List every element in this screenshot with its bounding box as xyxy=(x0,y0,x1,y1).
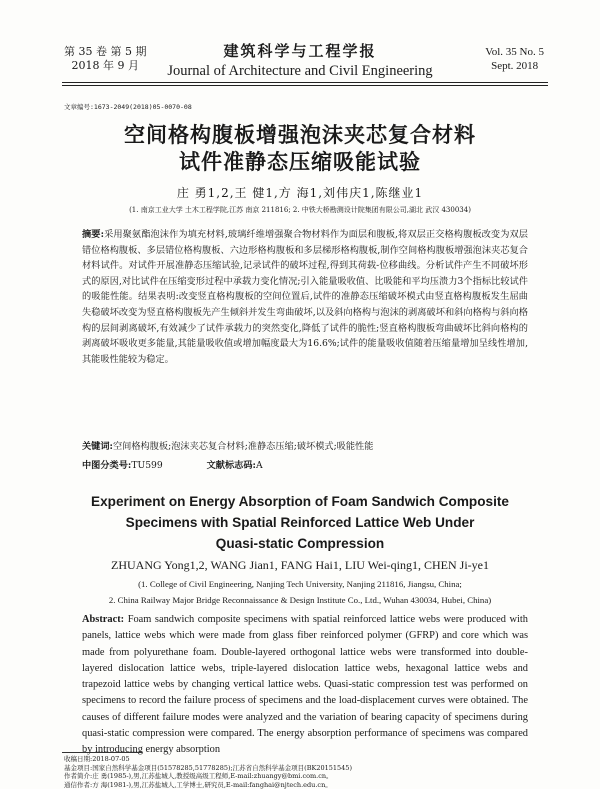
abstract-en-label: Abstract: xyxy=(82,614,124,625)
header-volume-en xyxy=(485,45,544,73)
footnotes xyxy=(64,755,352,789)
title-cn-line-1: 空间格构腹板增强泡沫夹芯复合材料 xyxy=(0,121,600,148)
title-en-line-1: Experiment on Energy Absorption of Foam Sandwich Composite xyxy=(0,491,600,512)
affiliation-en-2: 2. China Railway Major Bridge Reconnaissance & Design Institute Co., Ltd., Wuhan 430034, Hubei, China) xyxy=(0,595,600,605)
clc-value: TU599 xyxy=(131,460,162,471)
keywords-cn-label: 关键词: xyxy=(82,441,113,452)
header-rule-thin xyxy=(62,85,548,86)
keywords-cn-text: 空间格构腹板;泡沫夹芯复合材料;准静态压缩;破坏模式;吸能性能 xyxy=(113,441,373,452)
date-en: Sept. 2018 xyxy=(485,59,544,73)
abstract-cn-text: 采用聚氨酯泡沫作为填充材料,玻璃纤维增强聚合物材料作为面层和腹板,将双层正交格构腹板改变为双层错位格构腹板、多层错位格构腹板、六边形格构腹板和多层梯形格构腹板,制作空间格构腹板增强泡沫夹芯复合材料试件。对试件开展准静态压缩试验,记录试件的破坏过程,得到其荷载-位移曲线。分析试件产生不同破坏形式的原因,对比试件在压缩变形过程中承载力变化情况;引入能量吸收值、比吸能和平均压溃力3个指标比较试件的吸能性能。结果表明:改变竖直格构腹板的空间位置后,试件的准静态压缩破坏模式由竖直格构腹板发生屈曲失稳破坏改变为竖直格构腹板先产生倾斜并发生弯曲破坏,以及斜向格构与泡沫的剥离破坏和斜向格构与斜向格构的层间剥离破坏,有效减少了试件承载力的突然变化,降低了试件的脆性;竖直格构腹板弯曲破坏比斜向格构的剥离破坏吸收更多能量,其能量吸收值或增加幅度最大为16.6%;试件的能量吸收值随着压缩量增加呈线性增加,其能吸性能较为稳定。 xyxy=(82,229,528,365)
doc-code-value: A xyxy=(256,460,263,471)
abstract-cn xyxy=(82,227,528,367)
footnote-funding: 基金项目:国家自然科学基金项目(51578285,51778285);江苏省自然科学基金项目(BK20151545) xyxy=(64,764,352,773)
classification-cn xyxy=(82,457,263,471)
abstract-en-text: Foam sandwich composite specimens with spatial reinforced lattice webs were produced with panels, lattice webs which were made from glass fiber reinforced polymer (GFRP) and core which was made from polyurethane foam. Double-layered orthogonal lattice webs were transformed into double-layered dislocation lattice webs, triple-layered dislocation lattice webs, hexagonal lattice webs and trapezoid lattice webs by changing vertical lattice webs. Quasi-static compression test was performed on specimens to record the failure process of specimens and the load-displacement curves were obtained. The causes of different failure modes were analyzed and the variation of bearing capacity of specimens during quasi-static compression were compared. The energy absorption performance of specimens was compared by introducing energy absorption xyxy=(82,614,528,755)
journal-title-en: Journal of Architecture and Civil Engineering xyxy=(0,63,600,80)
keywords-cn xyxy=(82,439,528,454)
abstract-en xyxy=(82,612,528,759)
footnote-received: 收稿日期:2018-07-05 xyxy=(64,755,352,764)
title-en xyxy=(0,491,600,554)
title-cn xyxy=(0,121,600,175)
title-cn-line-2: 试件准静态压缩吸能试验 xyxy=(0,148,600,175)
clc-label: 中图分类号: xyxy=(82,460,131,471)
authors-cn: 庄 勇1,2,王 健1,方 海1,刘伟庆1,陈继业1 xyxy=(0,184,600,201)
journal-title-cn: 建筑科学与工程学报 xyxy=(0,40,600,61)
footnote-corresponding-author: 通信作者:方 海(1981-),男,江苏盐城人,工学博士,研究员,E-mail:fanghai@njtech.edu.cn。 xyxy=(64,781,352,789)
title-en-line-2: Specimens with Spatial Reinforced Lattice Web Under xyxy=(0,512,600,533)
volume-issue-cn: 第 35 卷 第 5 期 xyxy=(64,45,146,59)
title-en-line-3: Quasi-static Compression xyxy=(0,533,600,554)
affiliations-cn: (1. 南京工业大学 土木工程学院,江苏 南京 211816; 2. 中铁大桥勘测设计院集团有限公司,湖北 武汉 430034) xyxy=(0,205,600,215)
footnote-author-bio: 作者简介:庄 勇(1985-),男,江苏盐城人,教授级高级工程师,E-mail:zhuangy@bmi.com.cn。 xyxy=(64,772,352,781)
footnote-rule xyxy=(62,752,142,753)
volume-issue-en: Vol. 35 No. 5 xyxy=(485,45,544,59)
date-cn: 2018 年 9 月 xyxy=(64,59,146,73)
article-number: 文章编号:1673-2049(2018)05-0070-08 xyxy=(64,102,192,111)
header-rule-thick xyxy=(62,82,548,83)
authors-en: ZHUANG Yong1,2, WANG Jian1, FANG Hai1, LIU Wei-qing1, CHEN Ji-ye1 xyxy=(0,558,600,573)
affiliation-en-1: (1. College of Civil Engineering, Nanjing Tech University, Nanjing 211816, Jiangsu, China; xyxy=(0,579,600,589)
abstract-cn-label: 摘要: xyxy=(82,229,104,240)
doc-code-label: 文献标志码: xyxy=(207,460,256,471)
